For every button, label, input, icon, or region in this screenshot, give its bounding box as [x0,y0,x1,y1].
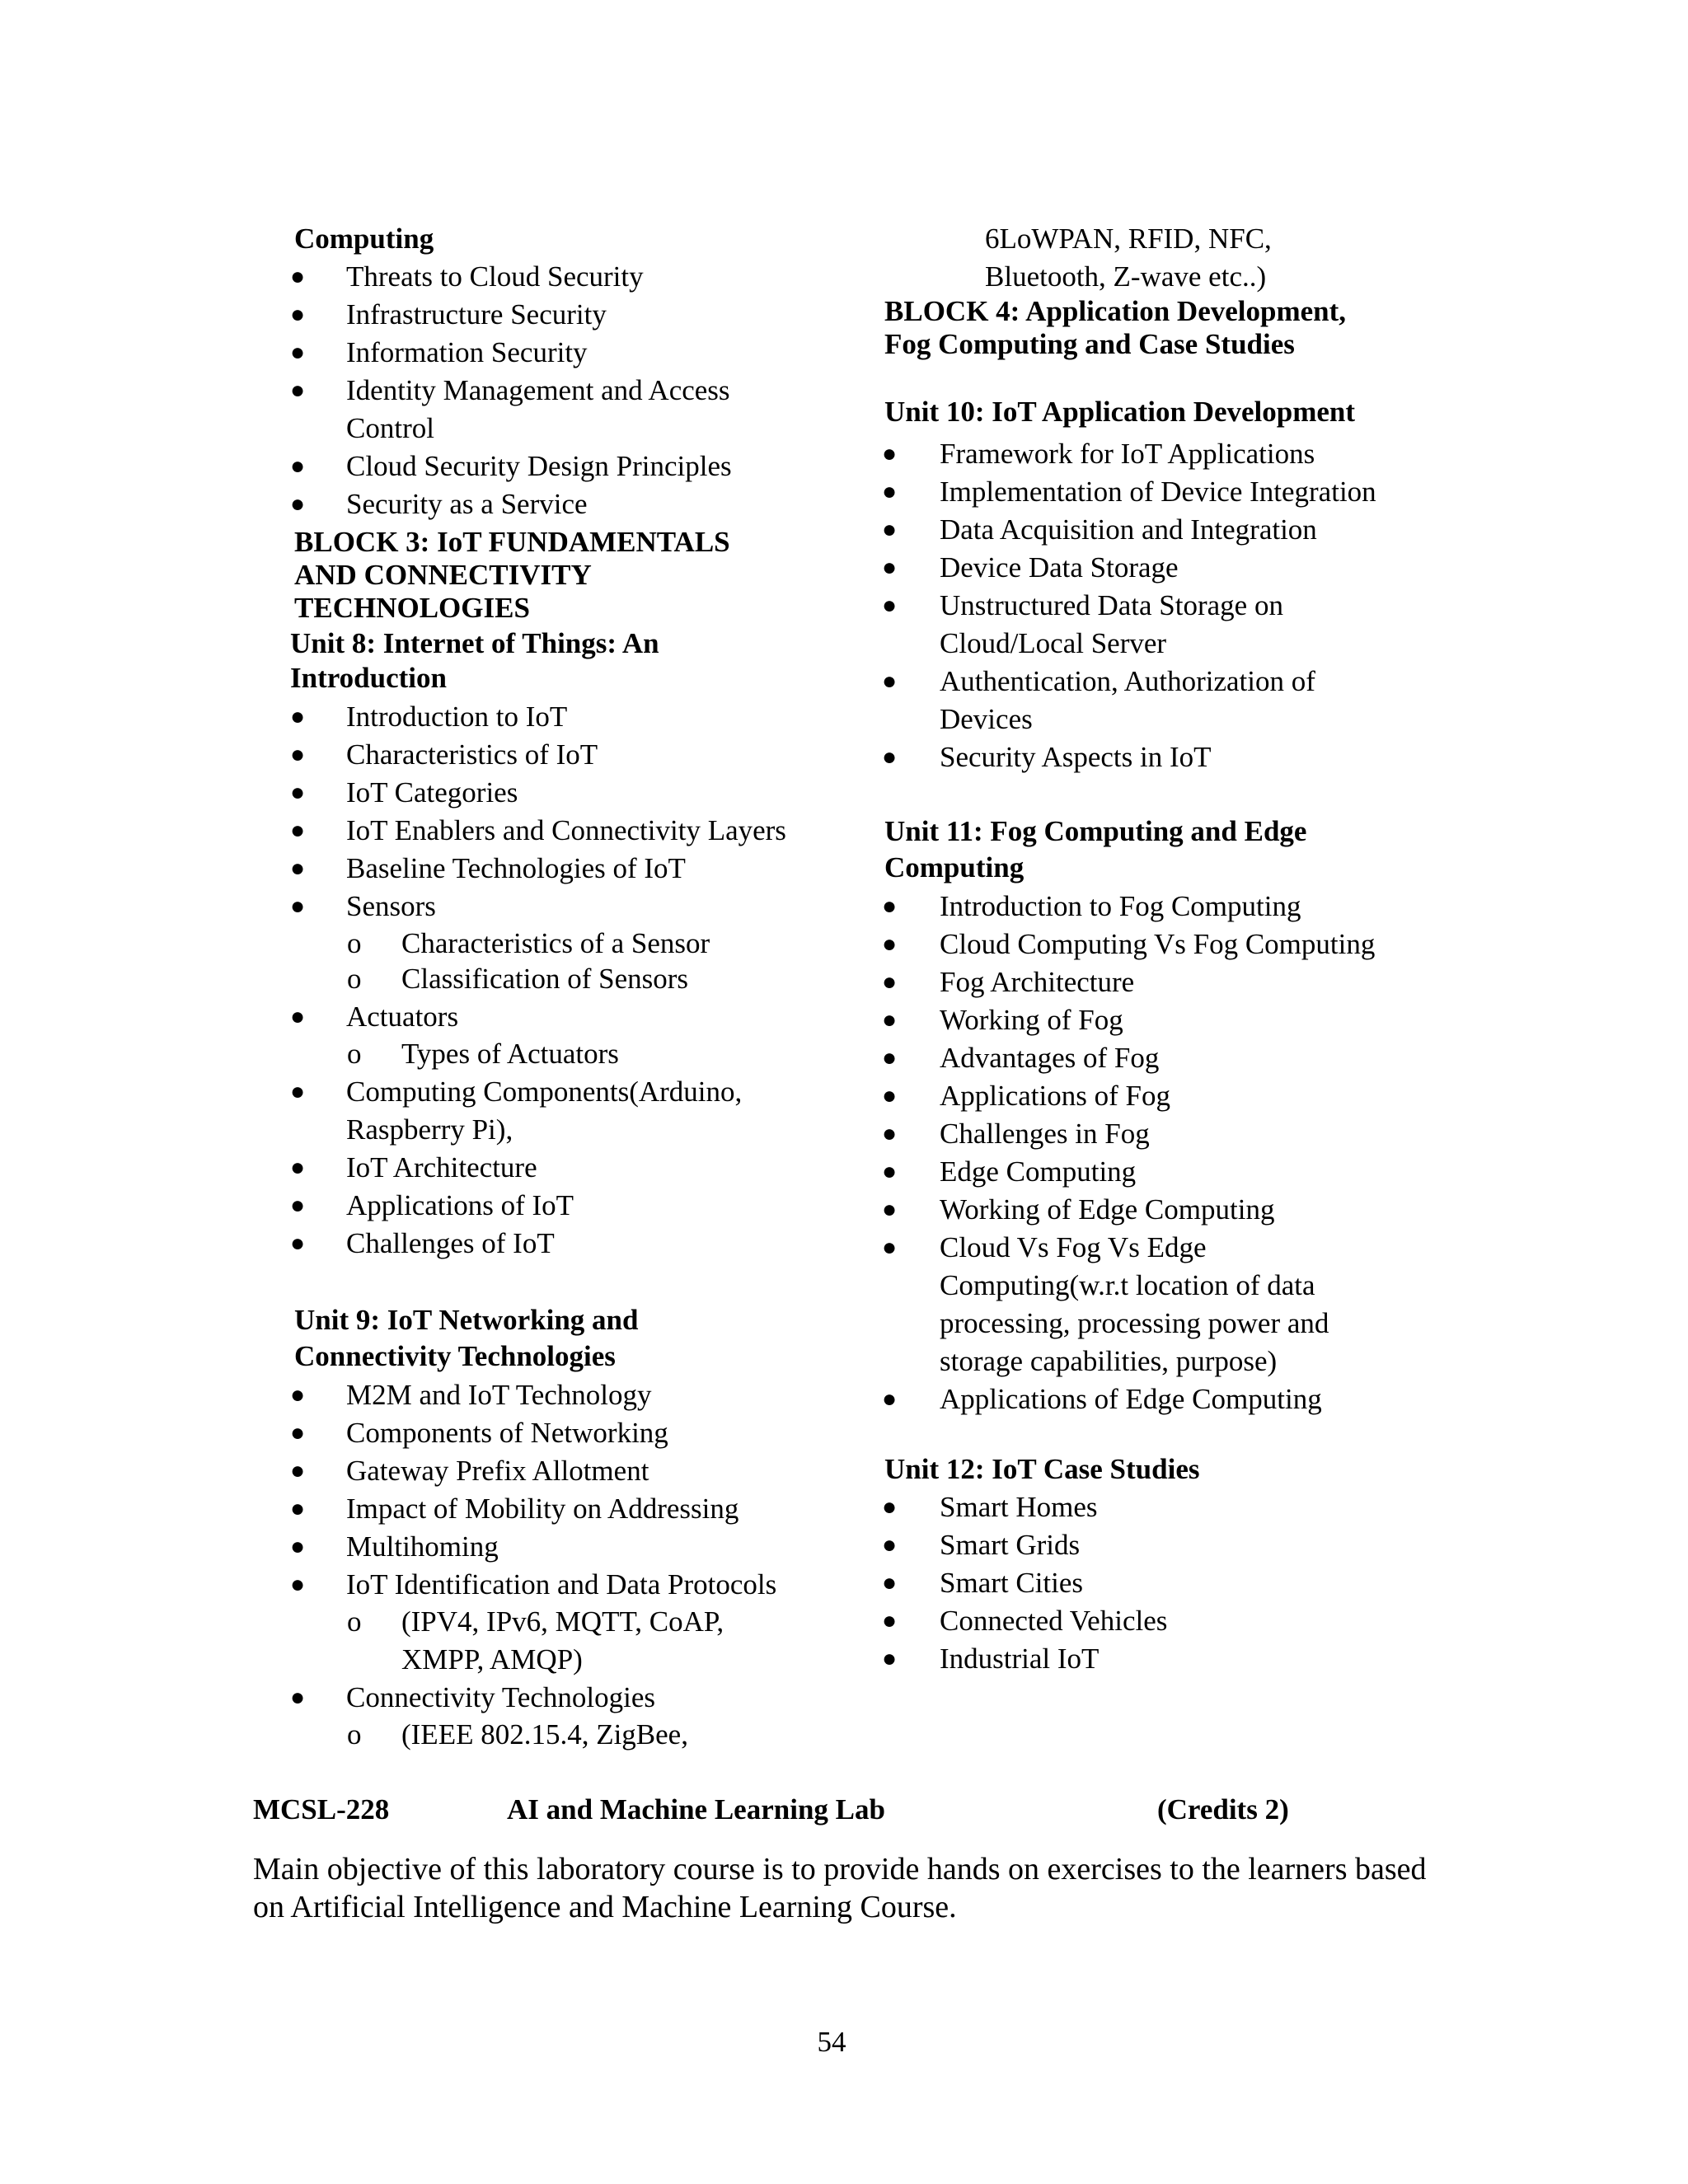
list-item: Working of Edge Computing [940,1193,1275,1226]
unit-9-title-line-1: Unit 9: IoT Networking and [294,1304,639,1336]
list-item: Impact of Mobility on Addressing [346,1493,739,1525]
list-item: Characteristics of IoT [346,738,598,771]
sub-list-item-continuation: 6LoWPAN, RFID, NFC, [985,223,1272,255]
bullet-icon: ● [882,1120,898,1147]
bullet-icon: ● [290,1684,306,1711]
list-item-continuation: Raspberry Pi), [346,1113,513,1146]
list-item: Threats to Cloud Security [346,260,644,293]
list-item: Data Acquisition and Integration [940,513,1317,546]
sub-list-item: Characteristics of a Sensor [401,927,710,959]
course-description-line-1: Main objective of this laboratory course is to provide hands on exercises to the learners based [253,1852,1427,1886]
bullet-icon: ● [882,554,898,581]
bullet-icon: ● [290,703,306,730]
bullet-icon: ● [882,1607,898,1634]
course-title: AI and Machine Learning Lab [507,1793,885,1825]
bullet-icon: ● [290,893,306,920]
list-item: Applications of Fog [940,1080,1170,1112]
list-item: Infrastructure Security [346,298,607,330]
list-item: Applications of IoT [346,1189,574,1221]
list-item: Gateway Prefix Allotment [346,1455,649,1487]
list-item: Applications of Edge Computing [940,1383,1322,1415]
bullet-icon: ● [290,1381,306,1408]
unit-11-title-line-2: Computing [884,851,1025,883]
sub-list-item: Classification of Sensors [401,963,689,995]
bullet-icon: ● [882,440,898,467]
bullet-icon: ● [882,1385,898,1413]
sub-bullet-icon: o [347,1038,362,1070]
list-item: IoT Architecture [346,1151,537,1183]
bullet-icon: ● [290,263,306,290]
bullet-icon: ● [882,668,898,695]
list-item: IoT Identification and Data Protocols [346,1568,777,1601]
section-heading-computing: Computing [294,223,434,255]
bullet-icon: ● [290,1533,306,1560]
course-description-line-2: on Artificial Intelligence and Machine Learning Course. [253,1890,957,1924]
bullet-icon: ● [290,339,306,366]
bullet-icon: ● [882,1196,898,1223]
bullet-icon: ● [290,1192,306,1219]
sub-list-item-continuation: XMPP, AMQP) [401,1643,583,1675]
bullet-icon: ● [882,1158,898,1185]
bullet-icon: ● [882,1569,898,1596]
list-item: Smart Cities [940,1567,1084,1599]
list-item: Industrial IoT [940,1643,1100,1675]
bullet-icon: ● [290,855,306,882]
block-3-heading-line-3: TECHNOLOGIES [294,592,530,624]
bullet-icon: ● [290,1154,306,1181]
list-item: Identity Management and Access [346,374,730,406]
bullet-icon: ● [290,779,306,806]
sub-list-item: (IEEE 802.15.4, ZigBee, [401,1718,688,1750]
bullet-icon: ● [290,1419,306,1446]
bullet-icon: ● [882,930,898,958]
sub-list-item: Types of Actuators [401,1038,619,1070]
bullet-icon: ● [882,1234,898,1261]
bullet-icon: ● [882,1531,898,1558]
bullet-icon: ● [290,490,306,518]
bullet-icon: ● [882,1645,898,1672]
list-item: Connectivity Technologies [346,1681,656,1713]
list-item-continuation: storage capabilities, purpose) [940,1345,1278,1377]
sub-list-item: (IPV4, IPv6, MQTT, CoAP, [401,1605,724,1638]
list-item: Computing Components(Arduino, [346,1076,743,1108]
bullet-icon: ● [290,301,306,328]
list-item-continuation: Cloud/Local Server [940,627,1167,659]
page-number: 54 [817,2026,846,2058]
list-item-continuation: Devices [940,703,1033,735]
course-credits: (Credits 2) [1157,1793,1289,1825]
list-item-continuation: Control [346,412,434,444]
bullet-icon: ● [882,1493,898,1521]
bullet-icon: ● [290,1078,306,1105]
unit-11-title-line-1: Unit 11: Fog Computing and Edge [884,815,1307,847]
list-item: Working of Fog [940,1004,1123,1036]
bullet-icon: ● [882,1006,898,1033]
bullet-icon: ● [290,741,306,768]
bullet-icon: ● [290,377,306,404]
list-item: Sensors [346,890,436,922]
bullet-icon: ● [882,893,898,920]
sub-bullet-icon: o [347,1718,362,1750]
list-item: Security Aspects in IoT [940,741,1212,773]
bullet-icon: ● [882,592,898,619]
unit-8-title-line-1: Unit 8: Internet of Things: An [290,627,659,659]
bullet-icon: ● [290,1571,306,1598]
list-item: IoT Categories [346,776,518,808]
list-item: Security as a Service [346,488,588,520]
list-item: Framework for IoT Applications [940,438,1315,470]
unit-8-title-line-2: Introduction [290,662,447,694]
bullet-icon: ● [290,1230,306,1257]
list-item: Edge Computing [940,1155,1137,1188]
bullet-icon: ● [290,452,306,480]
list-item: M2M and IoT Technology [346,1379,652,1411]
list-item: Cloud Security Design Principles [346,450,732,482]
list-item: Device Data Storage [940,551,1179,583]
list-item: Cloud Vs Fog Vs Edge [940,1231,1207,1263]
bullet-icon: ● [290,1003,306,1030]
bullet-icon: ● [290,817,306,844]
sub-bullet-icon: o [347,1605,362,1638]
list-item: Unstructured Data Storage on [940,589,1283,621]
block-4-heading-line-1: BLOCK 4: Application Development, [884,295,1347,327]
list-item: Challenges of IoT [346,1227,555,1259]
block-4-heading-line-2: Fog Computing and Case Studies [884,328,1295,360]
unit-9-title-line-2: Connectivity Technologies [294,1340,616,1372]
list-item: Advantages of Fog [940,1042,1160,1074]
list-item-continuation: Computing(w.r.t location of data [940,1269,1315,1301]
list-item: Smart Grids [940,1529,1081,1561]
list-item: Implementation of Device Integration [940,476,1376,508]
list-item: IoT Enablers and Connectivity Layers [346,814,786,846]
list-item: Challenges in Fog [940,1118,1150,1150]
course-code: MCSL-228 [253,1793,390,1825]
bullet-icon: ● [882,743,898,771]
list-item: Introduction to IoT [346,701,568,733]
list-item: Actuators [346,1001,459,1033]
list-item: Multihoming [346,1530,499,1563]
bullet-icon: ● [290,1495,306,1522]
list-item: Introduction to Fog Computing [940,890,1301,922]
list-item: Cloud Computing Vs Fog Computing [940,928,1376,960]
bullet-icon: ● [882,1044,898,1071]
block-3-heading-line-1: BLOCK 3: IoT FUNDAMENTALS [294,526,730,558]
sub-bullet-icon: o [347,927,362,959]
bullet-icon: ● [882,1082,898,1109]
unit-10-title: Unit 10: IoT Application Development [884,396,1356,428]
list-item-continuation: processing, processing power and [940,1307,1329,1339]
block-3-heading-line-2: AND CONNECTIVITY [294,559,592,591]
bullet-icon: ● [882,516,898,543]
bullet-icon: ● [882,478,898,505]
list-item: Connected Vehicles [940,1605,1168,1637]
list-item: Smart Homes [940,1491,1098,1523]
list-item: Baseline Technologies of IoT [346,852,686,884]
list-item: Authentication, Authorization of [940,665,1315,697]
unit-12-title: Unit 12: IoT Case Studies [884,1453,1200,1485]
bullet-icon: ● [290,1457,306,1484]
list-item: Components of Networking [346,1417,668,1449]
list-item: Information Security [346,336,588,368]
list-item: Fog Architecture [940,966,1135,998]
bullet-icon: ● [882,968,898,996]
sub-list-item-continuation: Bluetooth, Z-wave etc..) [985,260,1267,293]
sub-bullet-icon: o [347,963,362,995]
